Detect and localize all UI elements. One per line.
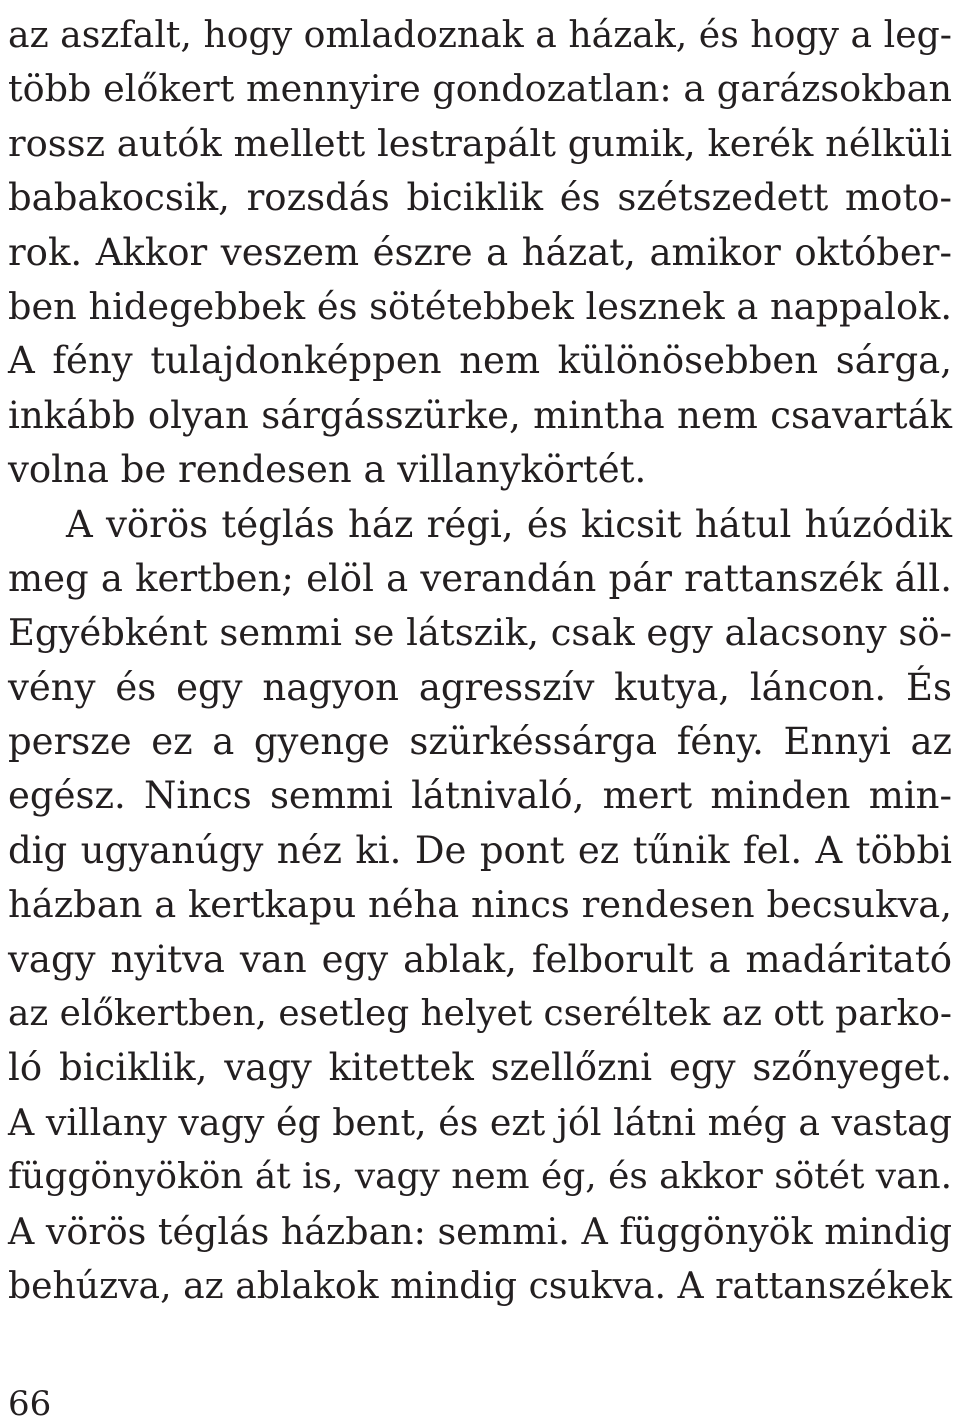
page-number: 66 bbox=[8, 1384, 52, 1424]
text-line: meg a kertben; elöl a verandán pár rattanszék áll. bbox=[8, 556, 952, 600]
text-line: Egyébként semmi se látszik, csak egy alacsony sö- bbox=[8, 611, 952, 655]
text-line: ló biciklik, vagy kitettek szellőzni egy szőnyeget. bbox=[8, 1046, 952, 1090]
text-line: dig ugyanúgy néz ki. De pont ez tűnik fel. A többi bbox=[8, 828, 952, 872]
text-line: persze ez a gyenge szürkéssárga fény. Ennyi az bbox=[8, 720, 952, 764]
text-line: házban a kertkapu néha nincs rendesen becsukva, bbox=[8, 883, 952, 927]
text-line: egész. Nincs semmi látnivaló, mert minden min- bbox=[8, 774, 952, 818]
text-line: vagy nyitva van egy ablak, felborult a madáritató bbox=[8, 937, 952, 981]
text-line: A fény tulajdonképpen nem különösebben sárga, bbox=[8, 339, 952, 383]
text-line: babakocsik, rozsdás biciklik és szétszedett moto- bbox=[8, 176, 952, 220]
text-line: A vörös téglás házban: semmi. A függönyök mindig bbox=[8, 1209, 952, 1253]
text-line: rossz autók mellett lestrapált gumik, kerék nélküli bbox=[8, 121, 952, 165]
text-line: inkább olyan sárgásszürke, mintha nem csavarták bbox=[8, 393, 952, 437]
text-line: rok. Akkor veszem észre a házat, amikor október- bbox=[8, 230, 952, 274]
text-line: vény és egy nagyon agresszív kutya, láncon. És bbox=[8, 665, 952, 709]
text-line: több előkert mennyire gondozatlan: a garázsokban bbox=[8, 67, 952, 111]
body-text bbox=[8, 8, 952, 1313]
text-line: az aszfalt, hogy omladoznak a házak, és hogy a leg- bbox=[8, 13, 952, 56]
text-line: volna be rendesen a villanykörtét. bbox=[8, 448, 647, 492]
text-line: behúzva, az ablakok mindig csukva. A rattanszékek bbox=[8, 1263, 952, 1307]
text-line: függönyökön át is, vagy nem ég, és akkor sötét van. bbox=[8, 1156, 952, 1198]
text-line: A villany vagy ég bent, és ezt jól látni még a vastag bbox=[8, 1100, 952, 1144]
text-line: A vörös téglás ház régi, és kicsit hátul húzódik bbox=[66, 502, 952, 546]
text-line: az előkertben, esetleg helyet cseréltek az ott parko- bbox=[8, 993, 952, 1035]
text-line: ben hidegebbek és sötétebbek lesznek a nappalok. bbox=[8, 284, 952, 328]
